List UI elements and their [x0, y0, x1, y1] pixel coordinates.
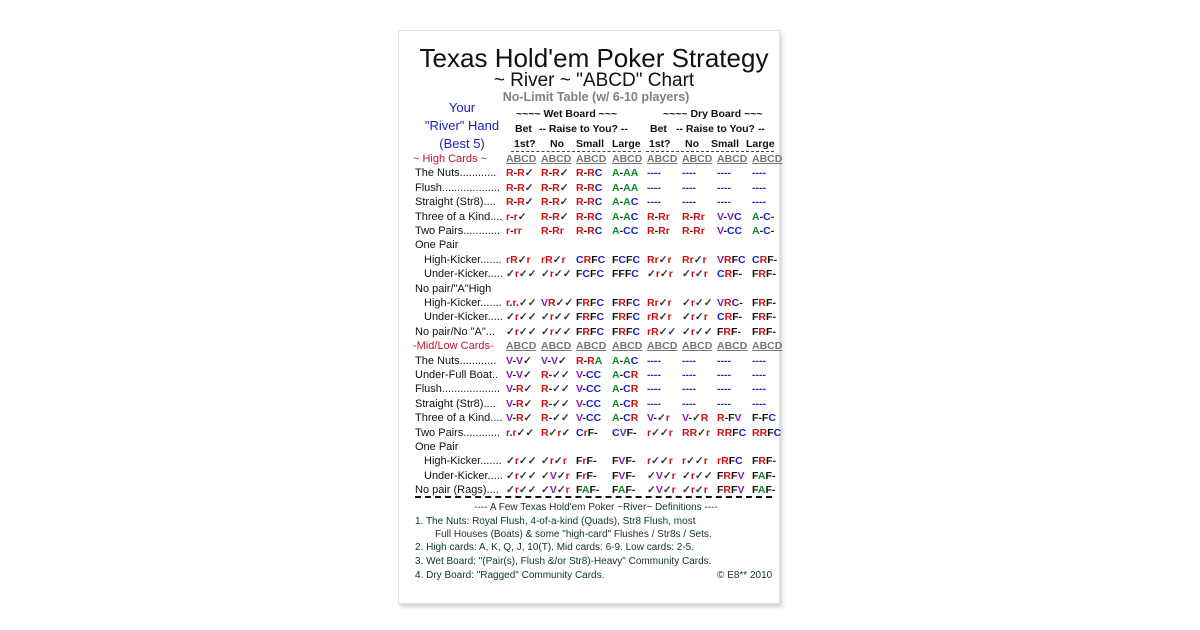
table-cell: ✓r✓✓ — [506, 325, 537, 338]
table-cell: ABCD — [506, 153, 537, 165]
table-cell: R-Rr — [682, 210, 705, 223]
table-cell: CrF- — [576, 426, 598, 439]
table-cell: ABCD — [506, 340, 537, 353]
table-cell: FAF- — [752, 484, 776, 497]
table-cell: ---- — [717, 354, 731, 367]
dry-board-header: ~~~~ Dry Board ~~~ — [663, 108, 763, 120]
table-cell: V-CC — [576, 383, 602, 396]
table-cell: ABCD — [541, 153, 572, 165]
table-cell: A-CR — [612, 397, 639, 410]
row-label: Straight (Str8).... — [415, 196, 496, 209]
table-cell: FrF- — [576, 469, 597, 482]
definitions-title: ---- A Few Texas Hold'em Poker ~River~ Definitions ---- — [474, 502, 718, 513]
table-type: No-Limit Table (w/ 6-10 players) — [502, 90, 690, 104]
table-cell: FRFC — [576, 297, 605, 309]
table-cell: R-Rr — [647, 210, 670, 223]
table-cell: ---- — [717, 369, 731, 381]
row-label: -Mid/Low Cards- — [413, 340, 494, 353]
table-cell: ---- — [717, 167, 731, 180]
col-header-wet-large: Large — [612, 138, 641, 150]
table-cell: V-CC — [576, 397, 602, 410]
table-cell: rR✓✓ — [647, 325, 677, 338]
table-cell: V-CC — [576, 412, 602, 425]
table-cell: ---- — [682, 383, 696, 396]
table-cell: ---- — [752, 181, 766, 194]
table-row — [399, 426, 782, 440]
table-cell: A-AC — [612, 354, 639, 367]
row-label: High-Kicker....... — [424, 253, 502, 266]
table-cell: ---- — [682, 167, 696, 180]
table-cell: FRF- — [752, 311, 776, 324]
col-header-dry-bet: Bet — [650, 123, 667, 135]
table-cell: A-AC — [612, 210, 639, 223]
table-cell: FFFC — [612, 268, 639, 281]
table-cell: ✓V✓r — [647, 484, 676, 497]
table-cell: CRF- — [717, 268, 743, 281]
row-label: High-Kicker....... — [424, 297, 502, 309]
hand-header-line-2: "River" Hand — [424, 118, 500, 133]
table-row — [399, 354, 779, 368]
table-cell: ABCD — [612, 340, 643, 353]
table-cell: FAF- — [576, 484, 600, 497]
table-cell: RR✓r — [682, 426, 711, 439]
row-label: Under-Full Boat.. — [415, 369, 499, 381]
table-cell: A-AA — [612, 181, 639, 194]
table-cell: R-✓✓ — [541, 397, 570, 410]
table-cell: R-Rr — [541, 225, 564, 237]
col-header-dry-large: Large — [746, 138, 775, 150]
table-bottom-divider — [415, 496, 772, 498]
table-cell: FRFC — [576, 325, 605, 338]
table-row — [399, 195, 779, 209]
table-cell: FAF- — [752, 469, 776, 482]
table-cell: R-✓✓ — [541, 369, 570, 381]
table-row — [399, 296, 779, 310]
row-label: The Nuts............ — [415, 354, 497, 367]
table-cell: ABCD — [541, 340, 572, 353]
row-label: No pair/"A"High — [415, 282, 492, 295]
table-cell: ---- — [752, 167, 766, 180]
table-cell: ---- — [647, 383, 661, 396]
table-cell: FRFC — [576, 311, 605, 324]
table-cell: rRFC — [717, 455, 743, 468]
table-cell: ABCD — [752, 340, 783, 353]
table-cell: ABCD — [717, 153, 748, 165]
table-row — [399, 469, 779, 483]
hand-header-line-1: Your — [448, 100, 476, 115]
table-cell: FRFC — [612, 297, 641, 309]
col-header-dry-raise: -- Raise to You? -- — [676, 123, 765, 135]
row-label: The Nuts............ — [415, 167, 497, 180]
col-header-wet-1st: 1st? — [514, 138, 536, 150]
row-label: Two Pairs............ — [415, 426, 500, 439]
table-cell: r✓✓r — [682, 455, 708, 468]
table-cell: ---- — [717, 383, 731, 396]
table-cell: ---- — [682, 196, 696, 209]
table-cell: ---- — [682, 369, 696, 381]
table-cell: V-R✓ — [506, 383, 533, 396]
table-cell: ✓V✓r — [541, 484, 570, 497]
table-cell: R-RC — [576, 167, 603, 180]
table-cell: V-CC — [717, 225, 743, 237]
table-cell: V-V✓ — [506, 369, 532, 381]
table-cell: V-✓R — [682, 412, 709, 425]
definition-4: 4. Dry Board: "Ragged" Community Cards. — [415, 570, 605, 581]
table-cell: ---- — [717, 397, 731, 410]
table-cell: R-Rr — [647, 225, 670, 237]
table-cell: F-FC — [752, 412, 776, 425]
table-cell: ✓r✓✓ — [506, 469, 537, 482]
table-cell: ---- — [647, 167, 661, 180]
table-cell: rR✓r — [541, 253, 566, 266]
table-cell: R✓r✓ — [541, 426, 571, 439]
table-cell: R-RC — [576, 210, 603, 223]
table-row — [399, 310, 779, 324]
table-cell: ---- — [752, 397, 766, 410]
table-row — [399, 181, 779, 195]
table-cell: R-RC — [576, 196, 603, 209]
table-cell: r✓✓r — [647, 426, 673, 439]
row-label: Three of a Kind.... — [415, 412, 503, 425]
table-cell: FRFV — [717, 469, 745, 482]
col-header-wet-raise: -- Raise to You? -- — [539, 123, 628, 135]
table-cell: ABCD — [576, 153, 607, 165]
table-cell: FCFC — [612, 253, 641, 266]
table-cell: FRFC — [612, 325, 641, 338]
table-cell: ABCD — [752, 153, 783, 165]
table-cell: ---- — [752, 354, 766, 367]
table-cell: r.r.✓✓ — [506, 297, 537, 309]
table-cell: A-CR — [612, 412, 639, 425]
wet-board-header: ~~~~ Wet Board ~~~ — [516, 108, 618, 120]
table-cell: ABCD — [717, 340, 748, 353]
table-cell: ---- — [647, 397, 661, 410]
table-cell: V-CC — [576, 369, 602, 381]
table-row — [399, 238, 779, 252]
page-title: Texas Hold'em Poker Strategy — [419, 43, 769, 73]
table-row — [399, 253, 779, 267]
table-cell: ✓r✓r — [682, 311, 708, 324]
row-label: Flush................... — [415, 383, 500, 396]
row-label: No pair (Rags).... — [415, 484, 499, 497]
table-cell: ABCD — [682, 153, 713, 165]
table-row — [399, 440, 779, 454]
table-cell: ✓V✓r — [541, 469, 570, 482]
row-label: Under-Kicker..... — [424, 311, 503, 324]
table-cell: R-R✓ — [506, 196, 534, 209]
table-cell: RRFC — [752, 426, 782, 439]
table-cell: A-CR — [612, 369, 639, 381]
table-cell: CRFC — [576, 253, 606, 266]
table-cell: ✓r✓r — [682, 268, 708, 281]
row-label: One Pair — [415, 239, 459, 252]
table-cell: ABCD — [647, 153, 678, 165]
strategy-card — [398, 30, 783, 604]
table-cell: Rr✓r — [682, 253, 707, 266]
table-cell: FRF- — [752, 268, 776, 281]
col-header-wet-no: No — [550, 138, 564, 150]
table-cell: ✓r✓r — [682, 484, 708, 497]
table-cell: ---- — [752, 369, 766, 381]
table-cell: R-R✓ — [506, 181, 534, 194]
table-cell: V-V✓ — [541, 354, 567, 367]
table-row — [399, 368, 779, 382]
table-cell: A-AC — [612, 196, 639, 209]
table-cell: ✓r✓r — [541, 455, 567, 468]
table-cell: FRF- — [752, 325, 776, 338]
table-cell: V-VC — [717, 210, 742, 223]
table-cell: FRF- — [752, 455, 776, 468]
col-header-dry-1st: 1st? — [649, 138, 671, 150]
table-cell: ✓r✓✓ — [682, 469, 713, 482]
table-row — [399, 152, 783, 166]
table-row — [399, 411, 779, 425]
table-cell: ✓V✓r — [647, 469, 676, 482]
table-cell: ---- — [717, 196, 731, 209]
table-cell: ---- — [647, 354, 661, 367]
table-cell: ✓r✓✓ — [506, 484, 537, 497]
table-cell: V-R✓ — [506, 397, 533, 410]
table-cell: FVF- — [612, 469, 636, 482]
table-cell: VRFC — [717, 253, 746, 266]
table-cell: A-CC — [612, 225, 639, 237]
table-cell: A-C- — [752, 225, 775, 237]
table-cell: Rr✓r — [647, 253, 672, 266]
table-cell: ✓r✓✓ — [506, 311, 537, 324]
table-cell: A-C- — [752, 210, 775, 223]
table-cell: FVF- — [612, 455, 636, 468]
row-label: Two Pairs............ — [415, 225, 500, 237]
definition-2: 2. High cards: A, K, Q, J, 10(T). Mid cards: 6-9. Low cards: 2-5. — [415, 542, 694, 553]
table-cell: VRC- — [717, 297, 743, 309]
table-cell: R-R✓ — [541, 196, 569, 209]
table-cell: r-rr — [506, 225, 522, 237]
table-row — [399, 210, 779, 224]
table-cell: R-RC — [576, 181, 603, 194]
table-cell: ---- — [647, 369, 661, 381]
table-cell: ✓r✓✓ — [506, 268, 537, 281]
table-cell: ---- — [682, 397, 696, 410]
col-header-wet-bet: Bet — [515, 123, 532, 135]
table-cell: FRFV — [717, 484, 745, 497]
table-cell: ABCD — [647, 340, 678, 353]
col-header-dry-no: No — [685, 138, 699, 150]
table-cell: ✓r✓✓ — [541, 268, 572, 281]
table-cell: ABCD — [612, 153, 643, 165]
table-cell: FRF- — [717, 325, 741, 338]
hand-header-line-3: (Best 5) — [439, 136, 485, 151]
col-header-wet-small: Small — [576, 138, 605, 150]
table-cell: FrF- — [576, 455, 597, 468]
table-row — [399, 397, 779, 411]
table-cell: A-CR — [612, 383, 639, 396]
table-row — [399, 166, 779, 180]
row-label: Under-Kicker..... — [424, 268, 503, 281]
table-cell: FCFC — [576, 268, 605, 281]
copyright: © E8** 2010 — [717, 570, 773, 581]
table-cell: FRF- — [752, 297, 776, 309]
table-cell: ---- — [752, 196, 766, 209]
table-cell: VR✓✓ — [541, 297, 574, 309]
table-cell: r.r✓✓ — [506, 426, 535, 439]
table-cell: R-R✓ — [541, 167, 569, 180]
table-cell: ABCD — [682, 340, 713, 353]
table-cell: ✓r✓✓ — [682, 297, 713, 309]
row-label: Three of a Kind.... — [415, 210, 503, 223]
table-cell: CRF- — [752, 253, 778, 266]
table-cell: R-RC — [576, 225, 603, 237]
table-cell: R-R✓ — [506, 167, 534, 180]
row-label: ~ High Cards ~ — [413, 153, 487, 165]
table-cell: FRFC — [612, 311, 641, 324]
table-cell: CVF- — [612, 426, 637, 439]
row-label: Straight (Str8).... — [415, 397, 496, 410]
table-cell: Rr✓r — [647, 297, 672, 309]
table-cell: R-✓✓ — [541, 383, 570, 396]
table-cell: R-R✓ — [541, 210, 569, 223]
table-cell: rR✓r — [506, 253, 531, 266]
row-label: Flush................... — [415, 181, 500, 194]
table-cell: V-✓r — [647, 412, 670, 425]
row-label: High-Kicker....... — [424, 455, 502, 468]
table-cell: V-V✓ — [506, 354, 532, 367]
table-cell: r✓✓r — [647, 455, 673, 468]
table-row — [399, 282, 779, 296]
definition-3: 3. Wet Board: "(Pair(s), Flush &/or Str8)-Heavy" Community Cards. — [415, 556, 712, 567]
table-cell: ---- — [682, 181, 696, 194]
table-cell: R-FV — [717, 412, 742, 425]
definition-1: 1. The Nuts: Royal Flush, 4-of-a-kind (Quads), Str8 Flush, most — [415, 516, 696, 527]
table-cell: ABCD — [576, 340, 607, 353]
table-row — [399, 224, 779, 238]
table-row — [399, 382, 779, 396]
table-cell: ✓r✓✓ — [541, 311, 572, 324]
table-cell: ---- — [752, 383, 766, 396]
table-cell: ---- — [682, 354, 696, 367]
table-cell: FAF- — [612, 484, 636, 497]
row-label: No pair/No "A"... — [415, 325, 495, 338]
table-row — [399, 454, 779, 468]
table-cell: R-RA — [576, 354, 603, 367]
table-cell: ✓r✓✓ — [506, 455, 537, 468]
table-cell: V-R✓ — [506, 412, 533, 425]
col-header-dry-small: Small — [711, 138, 740, 150]
table-row — [399, 267, 779, 281]
table-cell: r-r✓ — [506, 210, 527, 223]
table-row — [399, 339, 783, 353]
table-row — [399, 325, 779, 339]
table-cell: ---- — [717, 181, 731, 194]
table-cell: R-R✓ — [541, 181, 569, 194]
table-cell: ---- — [647, 196, 661, 209]
row-label: One Pair — [415, 441, 459, 453]
definition-1-cont: Full Houses (Boats) & some "high-card" Flushes / Str8s / Sets. — [435, 529, 712, 540]
table-cell: ✓r✓✓ — [682, 325, 713, 338]
table-cell: ---- — [647, 181, 661, 194]
table-cell: ✓r✓r — [647, 268, 673, 281]
table-cell: rR✓r — [647, 311, 672, 324]
table-cell: CRF- — [717, 311, 743, 324]
table-cell: RRFC — [717, 426, 747, 439]
table-cell: R-Rr — [682, 225, 705, 237]
table-cell: R-✓✓ — [541, 412, 570, 425]
table-cell: ✓r✓✓ — [541, 325, 572, 338]
page-subtitle: ~ River ~ "ABCD" Chart — [493, 70, 695, 91]
row-label: Under-Kicker..... — [424, 469, 503, 482]
table-cell: A-AA — [612, 167, 639, 180]
